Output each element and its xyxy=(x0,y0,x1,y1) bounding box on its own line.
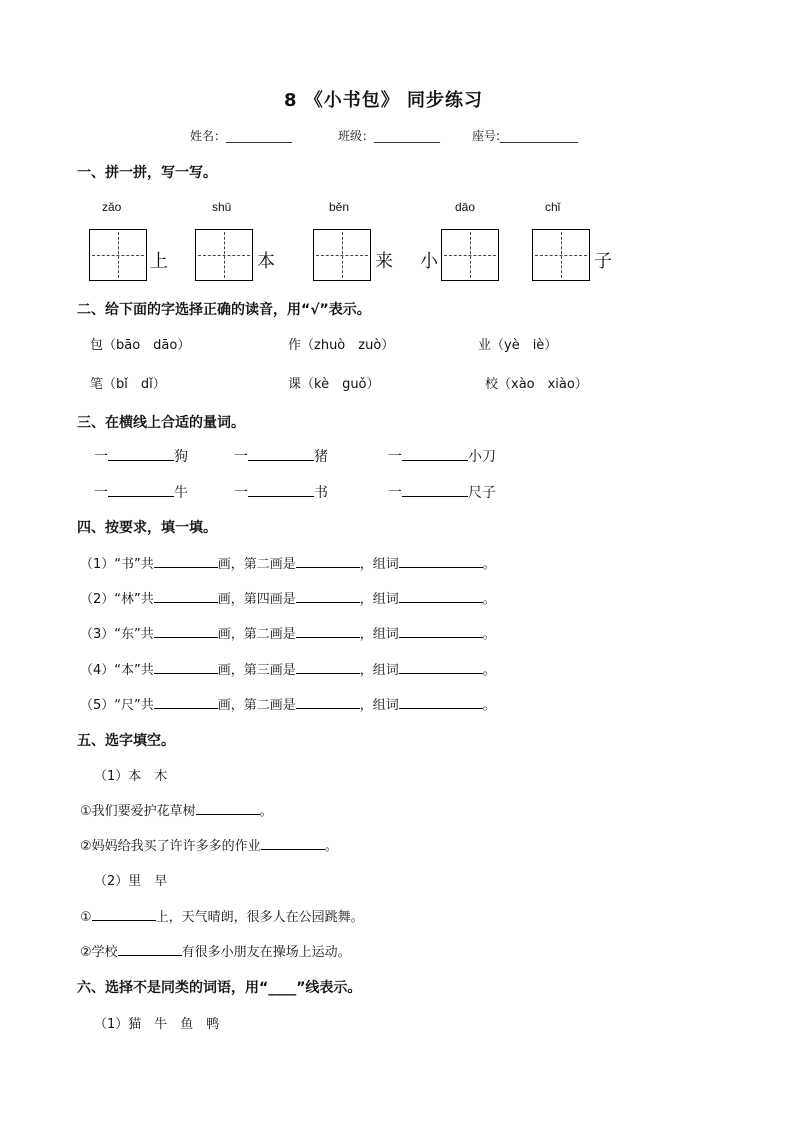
section-5-heading: 五、选字填空。 xyxy=(77,733,175,749)
row-suffix: ，组词 xyxy=(359,592,399,607)
section-6-heading: 六、选择不是同类的词语，用“____”线表示。 xyxy=(77,980,362,996)
writing-grid-3[interactable] xyxy=(313,229,371,281)
name-label: 姓名： xyxy=(190,129,227,143)
class-field[interactable] xyxy=(338,127,440,144)
seat-blank: _____________ xyxy=(500,129,579,143)
pronunciation-item-3[interactable]: 业（yè iè） xyxy=(478,338,558,353)
fill-question-3 xyxy=(80,906,364,925)
section-3-heading: 三、在横线上合适的量词。 xyxy=(77,415,245,431)
yi-label: 一 xyxy=(94,485,108,501)
yi-label: 一 xyxy=(234,485,248,501)
page-title: 8 《小书包》 同步练习 xyxy=(284,90,484,111)
measure-word-item-1[interactable] xyxy=(94,446,188,466)
grid-3-suffix: 来 xyxy=(375,251,393,272)
row-prefix: （4）“本”共 xyxy=(80,663,154,678)
fill-question-1 xyxy=(80,800,273,819)
yi-label: 一 xyxy=(234,449,248,465)
answer-blank[interactable] xyxy=(402,482,468,497)
question-end: 。 xyxy=(259,804,273,819)
answer-blank[interactable] xyxy=(118,941,182,956)
answer-blank[interactable] xyxy=(248,482,314,497)
stroke-blank[interactable] xyxy=(296,553,360,568)
yi-label: 一 xyxy=(388,449,402,465)
class-label: 班级： xyxy=(338,129,375,143)
answer-blank[interactable] xyxy=(92,906,156,921)
stroke-count-blank[interactable] xyxy=(154,588,218,603)
seat-label: 座号: xyxy=(472,129,501,143)
choice-group-1: （1）本 木 xyxy=(94,769,168,784)
word-group-1[interactable]: （1）猫 牛 鱼 鸭 xyxy=(94,1017,220,1032)
word-blank[interactable] xyxy=(399,553,483,568)
grid-1-suffix: 上 xyxy=(150,251,168,272)
stroke-blank[interactable] xyxy=(296,659,360,674)
pinyin-5: chǐ xyxy=(545,200,561,214)
row-suffix: ，组词 xyxy=(359,627,399,642)
stroke-blank[interactable] xyxy=(296,623,360,638)
pronunciation-item-1[interactable]: 包（bāo dāo） xyxy=(90,338,191,353)
pronunciation-item-6[interactable]: 校（xào xiào） xyxy=(485,377,588,392)
stroke-row-4 xyxy=(80,659,496,678)
noun-label: 狗 xyxy=(174,449,188,465)
row-suffix: ，组词 xyxy=(359,557,399,572)
pronunciation-item-4[interactable]: 笔（bǐ dǐ） xyxy=(90,377,166,392)
writing-grid-1[interactable] xyxy=(89,229,147,281)
pinyin-4: dāo xyxy=(455,200,476,214)
answer-blank[interactable] xyxy=(261,835,325,850)
grid-2-suffix: 本 xyxy=(257,251,275,272)
row-suffix: ，组词 xyxy=(359,663,399,678)
section-4-heading: 四、按要求，填一填。 xyxy=(77,520,217,536)
fill-question-4 xyxy=(80,941,351,960)
word-blank[interactable] xyxy=(399,694,483,709)
row-middle: 画，第三画是 xyxy=(217,663,296,678)
noun-label: 猪 xyxy=(314,449,328,465)
word-blank[interactable] xyxy=(399,659,483,674)
pinyin-3: běn xyxy=(329,200,350,214)
answer-blank[interactable] xyxy=(108,446,174,461)
measure-word-item-2[interactable] xyxy=(234,446,328,466)
yi-label: 一 xyxy=(94,449,108,465)
section-2-heading: 二、给下面的字选择正确的读音，用“√”表示。 xyxy=(77,302,371,318)
stroke-count-blank[interactable] xyxy=(154,553,218,568)
stroke-blank[interactable] xyxy=(296,694,360,709)
writing-grid-5[interactable] xyxy=(532,229,590,281)
pinyin-2: shū xyxy=(212,200,232,214)
row-prefix: （2）“林”共 xyxy=(80,592,154,607)
word-blank[interactable] xyxy=(399,588,483,603)
question-text: ①我们要爱护花草树 xyxy=(80,804,196,819)
question-end: 。 xyxy=(324,839,338,854)
measure-word-item-4[interactable] xyxy=(94,482,188,502)
choice-group-2: （2）里 早 xyxy=(94,874,168,889)
question-prefix: ②学校 xyxy=(80,945,118,960)
answer-blank[interactable] xyxy=(196,800,260,815)
stroke-row-3 xyxy=(80,623,496,642)
yi-label: 一 xyxy=(388,485,402,501)
stroke-row-1 xyxy=(80,553,496,572)
measure-word-item-3[interactable] xyxy=(388,446,496,466)
stroke-row-5 xyxy=(80,694,496,713)
row-middle: 画，第二画是 xyxy=(217,627,296,642)
stroke-count-blank[interactable] xyxy=(154,694,218,709)
answer-blank[interactable] xyxy=(248,446,314,461)
seat-field[interactable] xyxy=(472,127,578,144)
question-text: 有很多小朋友在操场上运动。 xyxy=(181,945,351,960)
row-end: 。 xyxy=(482,663,496,678)
noun-label: 书 xyxy=(314,485,328,501)
answer-blank[interactable] xyxy=(108,482,174,497)
writing-grid-2[interactable] xyxy=(195,229,253,281)
row-prefix: （3）“东”共 xyxy=(80,627,154,642)
section-1-heading: 一、拼一拼，写一写。 xyxy=(77,165,217,181)
row-middle: 画，第二画是 xyxy=(217,698,296,713)
row-prefix: （1）“书”共 xyxy=(80,557,154,572)
row-middle: 画，第二画是 xyxy=(217,557,296,572)
row-suffix: ，组词 xyxy=(359,698,399,713)
grid-5-suffix: 子 xyxy=(594,251,612,272)
class-blank: ___________ xyxy=(374,129,441,143)
question-text: 上，天气晴朗，很多人在公园跳舞。 xyxy=(155,910,364,925)
fill-question-2 xyxy=(80,835,338,854)
question-prefix: ① xyxy=(80,910,92,925)
noun-label: 小刀 xyxy=(468,449,496,465)
name-field[interactable] xyxy=(190,127,292,144)
row-prefix: （5）“尺”共 xyxy=(80,698,154,713)
answer-blank[interactable] xyxy=(402,446,468,461)
measure-word-item-6[interactable] xyxy=(388,482,496,502)
row-end: 。 xyxy=(482,557,496,572)
noun-label: 尺子 xyxy=(468,485,496,501)
row-middle: 画，第四画是 xyxy=(217,592,296,607)
word-blank[interactable] xyxy=(399,623,483,638)
row-end: 。 xyxy=(482,627,496,642)
question-text: ②妈妈给我买了许许多多的作业 xyxy=(80,839,261,854)
writing-grid-4[interactable] xyxy=(441,229,499,281)
row-end: 。 xyxy=(482,698,496,713)
stroke-count-blank[interactable] xyxy=(154,659,218,674)
measure-word-item-5[interactable] xyxy=(234,482,328,502)
stroke-row-2 xyxy=(80,588,496,607)
pronunciation-item-2[interactable]: 作（zhuò zuò） xyxy=(288,338,395,353)
pronunciation-item-5[interactable]: 课（kè guǒ） xyxy=(288,377,380,392)
noun-label: 牛 xyxy=(174,485,188,501)
stroke-count-blank[interactable] xyxy=(154,623,218,638)
name-blank: ___________ xyxy=(226,129,293,143)
pinyin-1: zǎo xyxy=(102,200,122,214)
row-end: 。 xyxy=(482,592,496,607)
grid-4-prefix: 小 xyxy=(420,251,438,272)
stroke-blank[interactable] xyxy=(296,588,360,603)
